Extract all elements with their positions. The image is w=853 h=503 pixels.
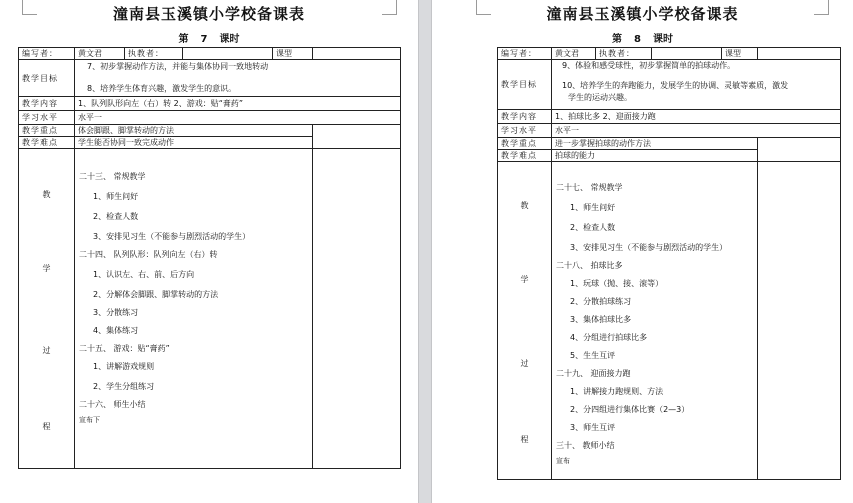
process-line: 二十九、 迎面接力跑: [556, 369, 631, 378]
process-line: 4、分组进行拍球比多: [570, 333, 648, 342]
process-line: 2、分散拍球练习: [570, 297, 632, 306]
difficulty-value: 学生能否协同一致完成动作: [75, 137, 313, 149]
process-line: 3、安排见习生（不能参与剧烈活动的学生）: [93, 232, 251, 241]
process-line: 1、师生问好: [570, 203, 616, 212]
process-char: 过: [42, 346, 51, 355]
process-line: 二十三、 常规教学: [79, 172, 146, 181]
teacher-label: 执教者：: [125, 48, 183, 60]
notes-cell: [313, 149, 401, 469]
goals-label: 教学目标: [498, 60, 552, 110]
difficulty-value: 拍球的能力: [552, 150, 758, 162]
process-char: 程: [42, 422, 51, 431]
goal-item: 7、初步掌握动作方法，并能与集体协同一致地转动: [87, 62, 269, 71]
level-value: 水平一: [552, 124, 841, 138]
writer-name: 黄文君: [75, 48, 125, 60]
process-char: 程: [520, 435, 529, 444]
level-label: 学习水平: [19, 111, 75, 125]
process-cell: [75, 149, 313, 469]
process-line: 1、讲解接力跑规则、方法: [570, 387, 664, 396]
process-line: 3、安排见习生（不能参与剧烈活动的学生）: [570, 243, 728, 252]
process-line: 3、分散练习: [93, 308, 139, 317]
writer-name: 黄文君: [552, 48, 596, 60]
level-label: 学习水平: [498, 124, 552, 138]
process-char: 学: [520, 275, 529, 284]
process-line: 4、集体练习: [93, 326, 139, 335]
process-line: 二十五、 游戏：贴“膏药”: [79, 344, 170, 353]
lesson-number: 第 8 课时: [612, 34, 673, 45]
process-line: 1、认识左、右、前、后方向: [93, 270, 195, 279]
type-value: [758, 48, 841, 60]
key-value: 进一步掌握拍球的动作方法: [552, 138, 758, 150]
key-value: 体会脚跟、脚掌转动的方法: [75, 125, 313, 137]
process-cell: [552, 162, 758, 480]
process-line: 二十四、 队列队形：队列向左（右）转: [79, 250, 218, 259]
key-label: 教学重点: [19, 125, 75, 137]
content-value: 1、队列队形向左（右）转 2、游戏：贴“膏药”: [75, 97, 401, 111]
process-line: 2、检查人数: [93, 212, 139, 221]
teacher-name: [183, 48, 273, 60]
process-line: 二十七、 常规教学: [556, 183, 623, 192]
key-label: 教学重点: [498, 138, 552, 150]
page-left: [0, 0, 418, 503]
goal-item: 8、培养学生体育兴趣，激发学生的意识。: [87, 84, 237, 93]
writer-label: 编写者：: [498, 48, 552, 60]
goals-cell: [552, 60, 841, 110]
process-line: 2、学生分组练习: [93, 382, 155, 391]
process-char: 教: [42, 190, 51, 199]
process-line: 2、分四组进行集体比赛（2—3）: [570, 405, 690, 414]
process-char: 过: [520, 359, 529, 368]
level-value: 水平一: [75, 111, 401, 125]
difficulty-label: 教学难点: [19, 137, 75, 149]
process-line: 5、生生互评: [570, 351, 616, 360]
teacher-name: [652, 48, 722, 60]
process-line: 3、集体拍球比多: [570, 315, 632, 324]
process-char: 教: [520, 201, 529, 210]
process-label-cell: [498, 162, 552, 480]
type-label: 课型: [722, 48, 758, 60]
content-label: 教学内容: [498, 110, 552, 124]
page-title: 潼南县玉溪镇小学校备课表: [112, 5, 305, 23]
process-line: 三十、 教师小结: [556, 441, 615, 450]
notes-cell: [758, 138, 841, 162]
writer-label: 编写者：: [19, 48, 75, 60]
process-line: 二十八、 拍球比多: [556, 261, 623, 270]
type-value: [313, 48, 401, 60]
content-value: 1、拍球比多 2、迎面接力跑: [552, 110, 841, 124]
notes-cell: [758, 162, 841, 480]
process-char: 学: [42, 264, 51, 273]
notes-cell: [313, 125, 401, 149]
process-line: 1、玩球（抛、接、滚等）: [570, 279, 664, 288]
goal-item: 10、培养学生的奔跑能力，发展学生的协调、灵敏等素质，激发: [562, 81, 789, 90]
lesson-number: 第 7 课时: [178, 34, 240, 45]
process-line: 宣布下: [79, 416, 100, 424]
difficulty-label: 教学难点: [498, 150, 552, 162]
goals-label: 教学目标: [19, 60, 75, 97]
process-line: 二十六、 师生小结: [79, 400, 146, 409]
goal-item: 9、体验和感受球性，初步掌握简单的拍球动作。: [562, 61, 736, 70]
process-line: 1、讲解游戏规则: [93, 362, 155, 371]
process-line: 3、师生互评: [570, 423, 616, 432]
process-line: 2、检查人数: [570, 223, 616, 232]
teacher-label: 执教者：: [596, 48, 652, 60]
process-line: 宣布: [556, 457, 570, 465]
page-right: [432, 0, 853, 503]
page-gutter: [418, 0, 432, 503]
process-label-cell: [19, 149, 75, 469]
process-line: 1、师生问好: [93, 192, 139, 201]
lesson-plan-table: [497, 47, 841, 480]
content-label: 教学内容: [19, 97, 75, 111]
goal-item: 学生的运动兴趣。: [568, 93, 632, 102]
type-label: 课型: [273, 48, 313, 60]
page-title: 潼南县玉溪镇小学校备课表: [546, 5, 739, 23]
lesson-plan-table: [18, 47, 401, 469]
goals-cell: [75, 60, 401, 97]
process-line: 2、分解体会脚跟、脚掌转动的方法: [93, 290, 219, 299]
